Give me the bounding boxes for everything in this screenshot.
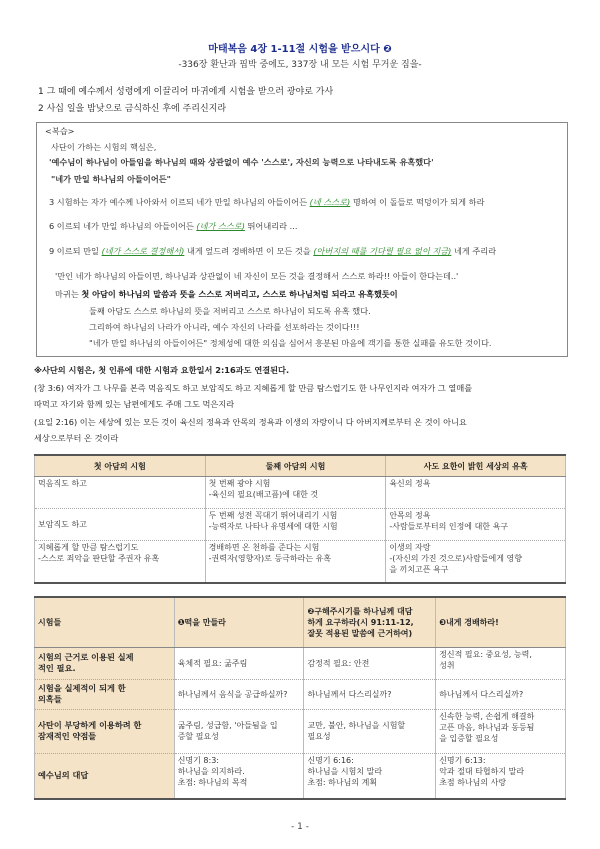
table-cell: 보암직도 하고 (35, 509, 206, 541)
review-note: "네가 만일 하나님의 아들이어든" 정체성에 대한 의심을 심어서 흥분된 마음에 객기를 통한 실패를 유도한 것이다. (89, 338, 492, 348)
row-header: 사탄이 부당하게 이용하려 한 잠재적인 약점들 (35, 709, 175, 753)
row-header: 시험의 근거로 이용된 실제 적인 필요. (35, 647, 175, 679)
review-label: <복습> (45, 126, 75, 136)
table-header-row (35, 455, 566, 477)
table-cell: 굶주림, 성급함, '아들됨을 입 증할 필요성 (174, 709, 304, 753)
table-cell: 첫 번째 광야 시험 -육신의 필요(배고픔)에 대한 것 (205, 477, 386, 509)
review-quote: "네가 만일 하나님의 아들이어든" (51, 174, 171, 184)
column-header: 첫 아담의 시험 (35, 455, 206, 477)
corner-header: 시험들 (35, 597, 175, 647)
table-cell: 경배하면 온 천하를 준다는 시험 -권력자(영향자)로 등극하라는 유혹 (205, 541, 386, 583)
table-row (35, 753, 566, 799)
review-verse-6: 6 이르되 네가 만일 하나님의 아들이어든 (네가 스스로) 뛰어내리라 ... (49, 221, 298, 231)
verse-line: 1 그 때에 예수께서 성령에게 이끌리어 마귀에게 시험을 받으러 광야로 가사 (38, 87, 334, 97)
table-cell: 이생의 자랑 -(자신의 가진 것으로)사람들에게 영향 을 끼치고픈 욕구 (386, 541, 566, 583)
table-row (35, 509, 566, 541)
column-header: ❶떡을 만들라 (174, 597, 304, 647)
table-cell: 하나님께서 다스리실까? (304, 679, 436, 709)
review-box (36, 122, 568, 357)
table-row (35, 709, 566, 753)
row-header: 예수님의 대답 (35, 753, 175, 799)
table-cell: 감정적 필요: 안전 (304, 647, 436, 679)
table-cell: 정신적 필요: 중요성, 능력, 성취 (436, 647, 566, 679)
page-number: - 1 - (291, 822, 309, 832)
john-quote: 세상으로부터 온 것이라 (34, 433, 119, 443)
column-header: ❷구해주시기를 하나님께 대담 하게 요구하라(시 91:11-12, 잘못 적용된 말씀에 근거하여) (304, 597, 436, 647)
column-header: ❸내게 경배하라! (436, 597, 566, 647)
temptations-detail-table (34, 596, 566, 800)
table-cell: 교만, 불안, 하나님을 시험할 필요성 (304, 709, 436, 753)
review-note: '만인 네가 하나님의 아들이면, 하나님과 상관없이 네 자신이 모든 것을 결정해서 스스로 하라!! 아들이 한다는데..' (55, 271, 459, 281)
table-cell: 신명기 6:13: 악과 절대 타협하지 말라 초점 하나님의 사랑 (436, 753, 566, 799)
page-title: 마태복음 4장 1-11절 시험을 받으시다 ❷ (208, 44, 392, 55)
table-cell: 신명기 8:3: 하나님을 의지하라. 초점: 하나님의 목적 (174, 753, 304, 799)
review-note: 마귀는 첫 아담이 하나님의 말씀과 뜻을 스스로 저버리고, 스스로 하나님처럼 되라고 유혹했듯이 (55, 289, 398, 299)
table-cell: 두 번째 성전 꼭대기 뛰어내리기 시험 -능력자로 나타나 유명세에 대한 시험 (205, 509, 386, 541)
table-row (35, 679, 566, 709)
column-header: 둘째 아담의 시험 (205, 455, 386, 477)
review-key-line: '예수님이 하나님이 아들임을 하나님의 때와 상관없이 예수 '스스로', 자신의 능력으로 나타내도록 유혹했다' (49, 157, 434, 167)
row-header: 시험을 실제적이 되게 한 의혹들 (35, 679, 175, 709)
table-header-row (35, 597, 566, 647)
table-row (35, 647, 566, 679)
review-line: 사단이 가하는 시험의 핵심은, (51, 142, 157, 152)
genesis-quote: (창 3:6) 여자가 그 나무를 본즉 먹음직도 하고 보암직도 하고 지혜롭게 할 만큼 탐스럽기도 한 나무인지라 여자가 그 열매를 (34, 383, 473, 393)
table-row (35, 477, 566, 509)
review-verse-9: 9 이르되 만일 (네가 스스로 결정해서) 내게 엎드려 경배하면 이 모든 것을 (아버지의 때를 기다릴 필요 없이 지금) 네게 주리라 (49, 246, 497, 256)
table-cell: 하나님께서 음식을 공급하실까? (174, 679, 304, 709)
page-subtitle: -336장 환난과 핍박 중에도, 337장 내 모든 시험 무거운 짐을- (178, 60, 422, 70)
table-cell: 안목의 정욕 -사람들로부터의 인정에 대한 욕구 (386, 509, 566, 541)
table-cell: 하나님께서 다스리실까? (436, 679, 566, 709)
john-quote: (요일 2:16) 이는 세상에 있는 모든 것이 육신의 정욕과 안목의 정욕과 이생의 자랑이니 다 아버지께로부터 온 것이 아니요 (34, 417, 467, 427)
temptation-comparison-table (34, 454, 566, 584)
table-cell: 신속한 능력, 손쉽게 해결하 고픈 마음, 하나님과 동등됨 을 입증할 필요성 (436, 709, 566, 753)
table-cell: 육체적 필요: 굶주림 (174, 647, 304, 679)
table-cell: 신명기 6:16: 하나님을 시험치 말라 초점: 하나님의 계획 (304, 753, 436, 799)
verse-line: 2 사십 일을 밤낮으로 금식하신 후에 주리신지라 (38, 104, 227, 114)
table-cell: 먹음직도 하고 (35, 477, 206, 509)
genesis-quote: 따먹고 자기와 함께 있는 남편에게도 주매 그도 먹은지라 (34, 399, 235, 409)
review-note: 둘째 아담도 스스로 하나님의 뜻을 저버리고 스스로 하나님이 되도록 유혹 했다. (89, 306, 371, 316)
connection-heading: ※사단의 시험은, 첫 인류에 대한 시험과 요한일서 2:16과도 연결된다. (34, 365, 290, 375)
table-row (35, 541, 566, 583)
review-verse-3: 3 시험하는 자가 예수께 나아와서 이르되 네가 만일 하나님의 아들이어든 (네 스스로) 명하여 이 돌들로 떡덩이가 되게 하라 (49, 197, 485, 207)
table-cell: 지혜롭게 할 만큼 탐스럽기도 -스스로 죄악을 판단할 주권자 유혹 (35, 541, 206, 583)
review-note: 그리하여 하나님의 나라가 아니라, 예수 자신의 나라를 선포하라는 것이다!!! (89, 322, 360, 332)
table-cell: 육신의 정욕 (386, 477, 566, 509)
column-header: 사도 요한이 밝힌 세상의 유혹 (386, 455, 566, 477)
